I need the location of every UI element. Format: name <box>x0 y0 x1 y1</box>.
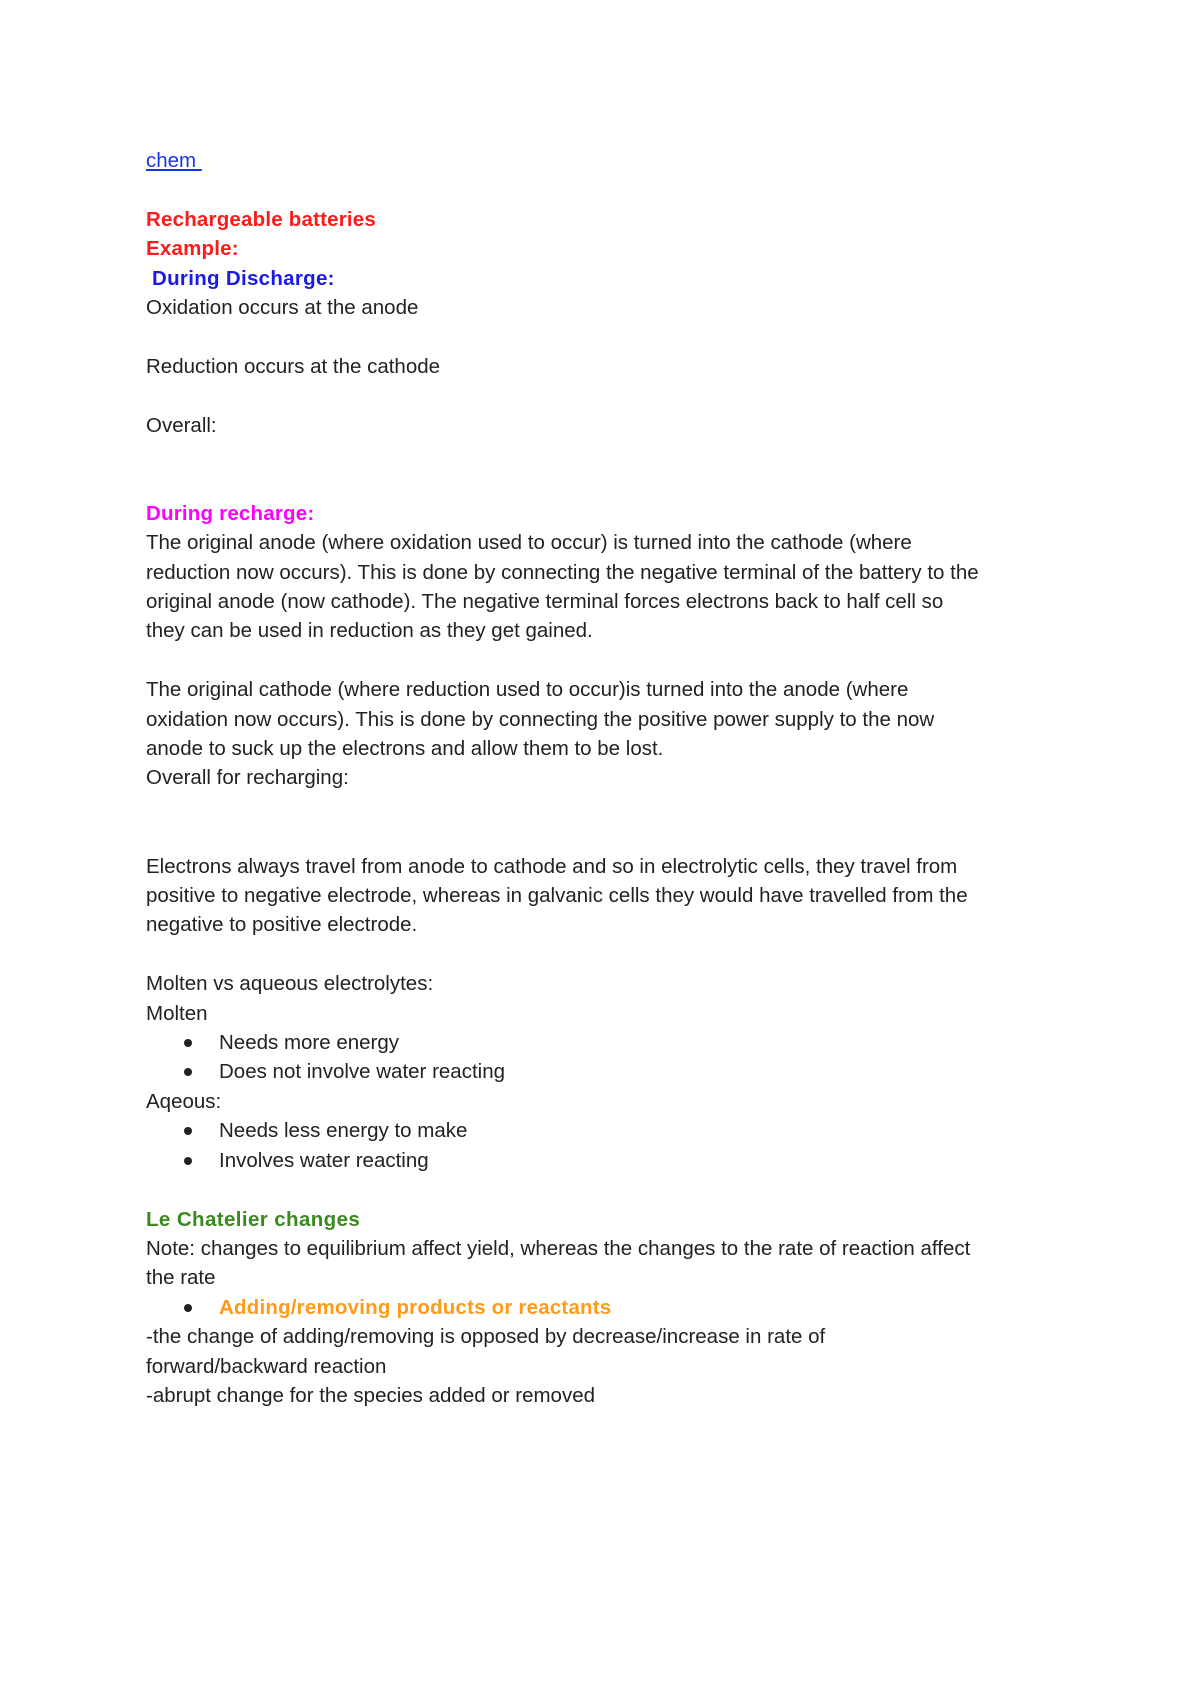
spacer <box>146 1175 1066 1204</box>
bullet-icon <box>184 1068 192 1076</box>
heading-le-chatelier: Le Chatelier changes <box>146 1207 361 1231</box>
chem-link[interactable]: chem <box>146 149 202 172</box>
bullet-icon <box>184 1304 192 1312</box>
spacer <box>146 440 1066 499</box>
spacer <box>146 381 1066 410</box>
change-line: -abrupt change for the species added or removed <box>146 1383 595 1407</box>
recharge-para1-line: original anode (now cathode). The negative terminal forces electrons back to half cell so <box>146 590 944 614</box>
bullet-icon <box>184 1127 192 1135</box>
list-item <box>146 1146 1066 1175</box>
recharge-para1-line: The original anode (where oxidation used to occur) is turned into the cathode (where <box>146 531 912 555</box>
electrons-para-line: positive to negative electrode, whereas in galvanic cells they would have travelled from the <box>146 884 968 908</box>
bullet-text: Does not involve water reacting <box>219 1060 506 1084</box>
electrons-para-line: negative to positive electrode. <box>146 913 418 937</box>
recharge-para2-line: oxidation now occurs). This is done by connecting the positive power supply to the now <box>146 707 935 731</box>
recharge-para2-line: anode to suck up the electrons and allow them to be lost. <box>146 737 664 761</box>
electrons-para-line: Electrons always travel from anode to cathode and so in electrolytic cells, they travel from <box>146 854 958 878</box>
molten-vs-aqueous-heading: Molten vs aqueous electrolytes: <box>146 972 434 996</box>
spacer <box>146 940 1066 969</box>
heading-rechargeable-batteries: Rechargeable batteries <box>146 207 377 231</box>
list-item <box>146 1028 1066 1057</box>
spacer <box>146 175 1066 204</box>
spacer <box>146 646 1066 675</box>
overall-line: Overall: <box>146 413 217 437</box>
molten-label: Molten <box>146 1001 208 1025</box>
le-chatelier-bullet-list <box>146 1293 1066 1322</box>
change-line: forward/backward reaction <box>146 1354 387 1378</box>
heading-during-discharge: During Discharge: <box>152 266 335 290</box>
change-line: -the change of adding/removing is opposed by decrease/increase in rate of <box>146 1325 826 1349</box>
note-line: Note: changes to equilibrium affect yield, whereas the changes to the rate of reaction affect <box>146 1236 971 1260</box>
heading-adding-removing: Adding/removing products or reactants <box>219 1295 612 1319</box>
bullet-text: Needs more energy <box>219 1031 400 1055</box>
note-line: the rate <box>146 1266 216 1290</box>
list-item <box>146 1116 1066 1145</box>
recharge-para1-line: they can be used in reduction as they get gained. <box>146 619 593 643</box>
heading-example: Example: <box>146 237 239 261</box>
list-item <box>146 1057 1066 1086</box>
document-page <box>146 146 1066 1410</box>
bullet-icon <box>184 1039 192 1047</box>
spacer <box>146 793 1066 852</box>
spacer <box>146 322 1066 351</box>
bullet-text: Involves water reacting <box>219 1148 429 1172</box>
reduction-line: Reduction occurs at the cathode <box>146 354 441 378</box>
aqueous-bullet-list <box>146 1116 1066 1175</box>
heading-during-recharge: During recharge: <box>146 501 315 525</box>
recharge-para2-line: The original cathode (where reduction used to occur)is turned into the anode (where <box>146 678 909 702</box>
list-item <box>146 1293 1066 1322</box>
overall-recharging-line: Overall for recharging: <box>146 766 349 790</box>
aqueous-label: Aqeous: <box>146 1089 222 1113</box>
bullet-icon <box>184 1157 192 1165</box>
bullet-text: Needs less energy to make <box>219 1119 468 1143</box>
molten-bullet-list <box>146 1028 1066 1087</box>
oxidation-line: Oxidation occurs at the anode <box>146 296 419 320</box>
recharge-para1-line: reduction now occurs). This is done by connecting the negative terminal of the battery to the <box>146 560 979 584</box>
